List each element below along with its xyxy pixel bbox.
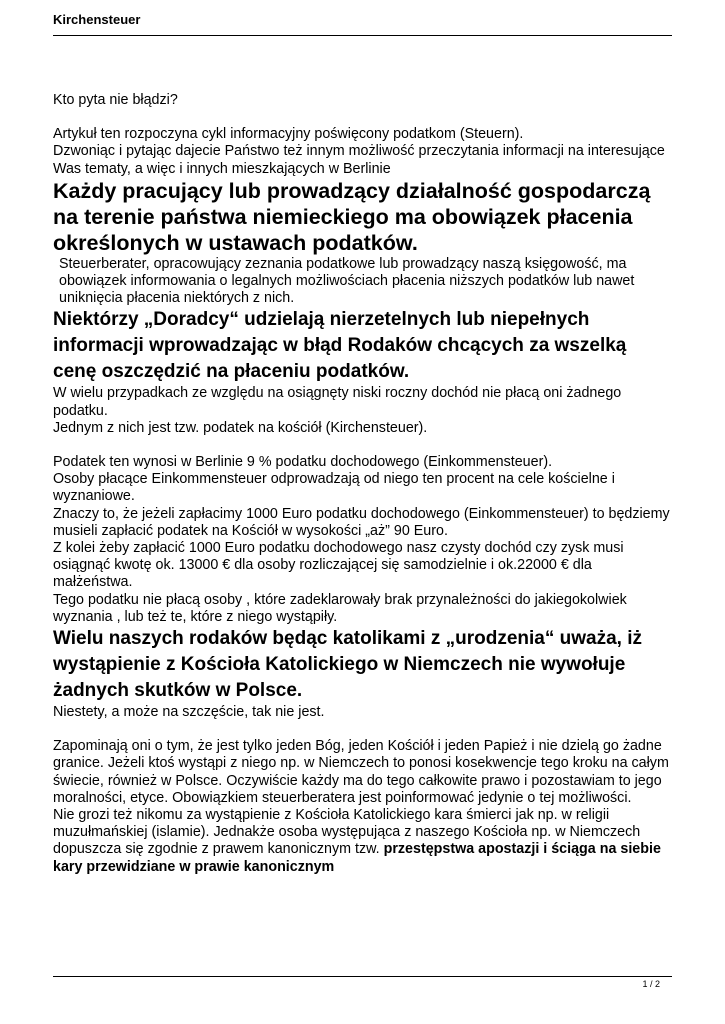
paragraph-example: Znaczy to, że jeżeli zapłacimy 1000 Euro podatku dochodowego (Einkommensteuer) to będziemy musieli zapłacić podatek na Kościół w wysokości „aż” 90 Euro. xyxy=(53,505,670,539)
paragraph-income-threshold: Z kolei żeby zapłacić 1000 Euro podatku dochodowego nasz czysty dochód czy zysk musi osiągnąć kwotę ok. 13000 € dla osoby rozliczającej się samodzielnie i ok.22000 € dla małżeństwa. xyxy=(53,540,624,591)
heading-obligation: Każdy pracujący lub prowadzący działalność gospodarczą na terenie państwa niemieckiego ma obowiązek płacenia określonych w ustawach podatków. xyxy=(53,178,651,255)
apostasy-bold-text: przestępstwa apostazji i ściąga na siebie kary przewidziane w prawie kanonicznym xyxy=(53,841,661,875)
paragraph-unfortunately: Niestety, a może na szczęście, tak nie jest. xyxy=(53,704,325,721)
paragraph-church-tax-intro: Jednym z nich jest tzw. podatek na kościół (Kirchensteuer). xyxy=(53,419,428,436)
article-body xyxy=(53,92,673,876)
heading-advisors: Niektórzy „Doradcy“ udzielają nierzetelnych lub niepełnych informacji wprowadzając w błąd Rodaków chcących za wszelką cenę oszczędzić na płaceniu podatków. xyxy=(53,309,627,383)
intro-line-2: Dzwoniąc i pytając dajecie Państwo też innym możliwość przeczytania informacji na interesujące Was tematy, a więc i innych mieszkających w Berlinie xyxy=(53,143,665,177)
paragraph-payers: Osoby płacące Einkommensteuer odprowadzają od niego ten procent na cele kościelne i wyznaniowe. xyxy=(53,471,615,505)
intro-line-1: Artykuł ten rozpoczyna cykl informacyjny poświęcony podatkom (Steuern). xyxy=(53,126,524,143)
footer-divider xyxy=(53,976,672,977)
header-divider xyxy=(53,35,672,36)
apostasy-text: Nie grozi też nikomu za wystąpienie z Kościoła Katolickiego kara śmierci jak np. w religii muzułmańskiej (islamie). Jednakże osoba występująca z naszego Kościoła np. w Niemczech dopuszcza się zgodnie z prawem kanonicznym tzw. xyxy=(53,807,641,858)
paragraph-rate: Podatek ten wynosi w Berlinie 9 % podatku dochodowego (Einkommensteuer). xyxy=(53,454,553,471)
page-number: 1 / 2 xyxy=(642,979,660,989)
paragraph-apostasy xyxy=(53,807,673,876)
paragraph-steuerberater: Steuerberater, opracowujący zeznania podatkowe lub prowadzący naszą księgowość, ma obowiązek informowania o legalnych możliwościach płacenia niższych podatków lub nawet uniknięcia płacenia niektórych z nich. xyxy=(59,255,635,307)
paragraph-one-church: Zapominają oni o tym, że jest tylko jeden Bóg, jeden Kościół i jeden Papież i nie dzielą go żadne granice. Jeżeli ktoś wystąpi z niego np. w Niemczech to ponosi kosekwencje tego kroku na całym świecie, również w Polsce. Oczywiście każdy ma do tego całkowite prawo i pozostawiam to jego moralności, etyce. Obowiązkiem steuerberatera jest poinformować jedynie o tej możliwości. xyxy=(53,738,669,806)
heading-catholics: Wielu naszych rodaków będąc katolikami z „urodzenia“ uważa, iż wystąpienie z Kościoła Katolickiego w Niemczech nie wywołuje żadnych skutków w Polsce. xyxy=(53,628,642,702)
intro-question: Kto pyta nie błądzi? xyxy=(53,92,178,108)
paragraph-exemption: Tego podatku nie płacą osoby , które zadeklarowały brak przynależności do jakiegokolwiek wyznania , lub też te, które z niego wystąpiły. xyxy=(53,591,627,625)
paragraph-low-income: W wielu przypadkach ze względu na osiągnęty niski roczny dochód nie płacą oni żadnego podatku. xyxy=(53,385,622,419)
page-header-title: Kirchensteuer xyxy=(53,12,141,27)
